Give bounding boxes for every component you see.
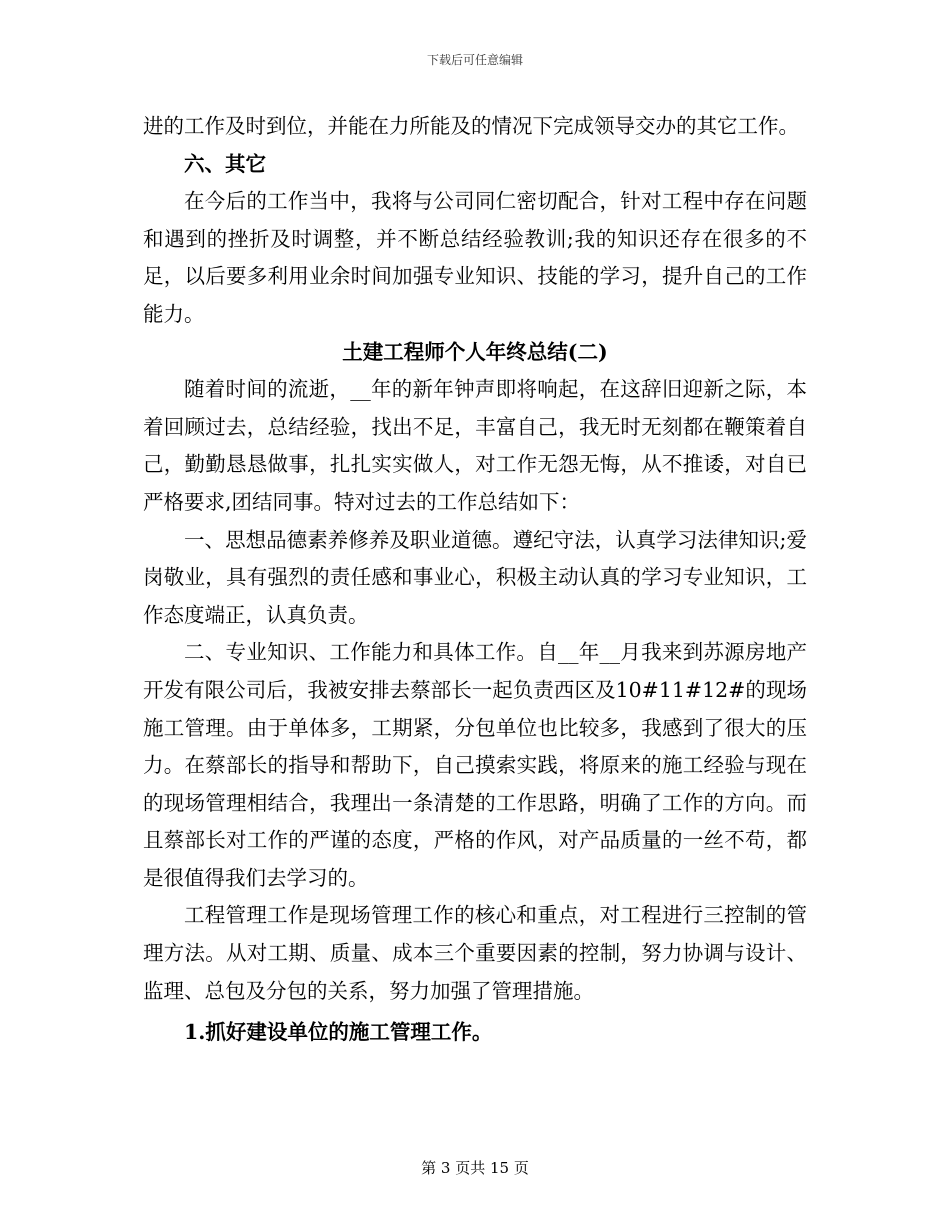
- paragraph-ethics: 一、思想品德素养修养及职业道德。遵纪守法，认真学习法律知识;爱岗敬业，具有强烈的责任感和事业心，积极主动认真的学习专业知识，工作态度端正，认真负责。: [143, 527, 807, 627]
- document-body: [143, 108, 807, 1052]
- page-header: 下载后可任意编辑: [426, 53, 523, 67]
- paragraph-continuation: 进的工作及时到位，并能在力所能及的情况下完成领导交办的其它工作。: [143, 114, 799, 138]
- document-title: 土建工程师个人年终总结(二): [342, 339, 608, 364]
- sub-heading-construction: 1.抓好建设单位的施工管理工作。: [184, 1020, 493, 1045]
- paragraph-future-plan: 在今后的工作当中，我将与公司同仁密切配合，针对工程中存在问题和遇到的挫折及时调整，并不断总结经验教训;我的知识还存在很多的不足，以后要多利用业余时间加强专业知识、技能的学习，提升自己的工作能力。: [143, 189, 807, 326]
- paragraph-intro: 随着时间的流逝，__年的新年钟声即将响起，在这辞旧迎新之际，本着回顾过去，总结经验，找出不足，丰富自己，我无时无刻都在鞭策着自己，勤勤恳恳做事，扎扎实实做人，对工作无怨无悔，从不推诿，对自已严格要求,团结同事。特对过去的工作总结如下：: [143, 377, 807, 514]
- page-number: 第 3 页共 15 页: [421, 1159, 529, 1177]
- paragraph-management: 工程管理工作是现场管理工作的核心和重点，对工程进行三控制的管理方法。从对工期、质量、成本三个重要因素的控制，努力协调与设计、监理、总包及分包的关系，努力加强了管理措施。: [143, 903, 807, 1003]
- section-heading-others: 六、其它: [184, 151, 266, 176]
- paragraph-professional: 二、专业知识、工作能力和具体工作。自__年__月我来到苏源房地产开发有限公司后，我被安排去蔡部长一起负责西区及10#11#12#的现场施工管理。由于单体多，工期紧，分包单位也比较多，我感到了很大的压力。在蔡部长的指导和帮助下，自己摸索实践，将原来的施工经验与现在的现场管理相结合，我理出一条清楚的工作思路，明确了工作的方向。而且蔡部长对工作的严谨的态度，严格的作风，对产品质量的一丝不苟，都是很值得我们去学习的。: [143, 640, 807, 890]
